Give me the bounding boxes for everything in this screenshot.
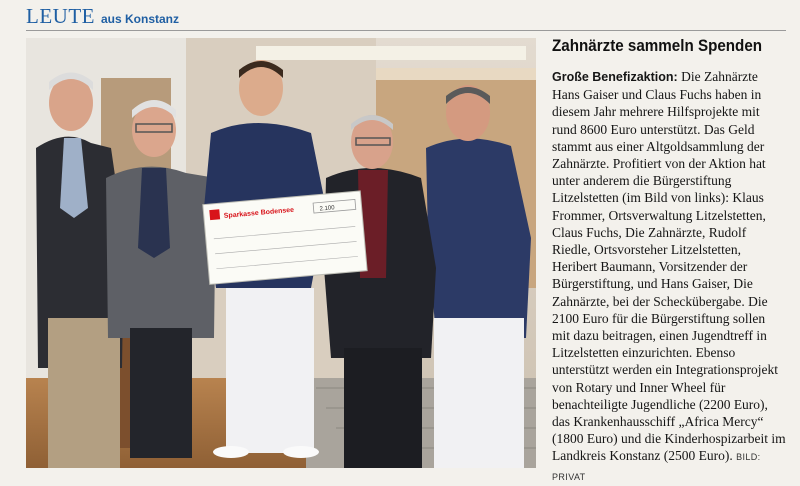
section-subtitle: aus Konstanz xyxy=(100,12,179,26)
article-body xyxy=(552,68,786,486)
article-headline: Zahnärzte sammeln Spenden xyxy=(552,37,763,55)
sparkasse-logo-icon xyxy=(209,209,220,220)
section-header xyxy=(26,4,179,30)
article-lead: Große Benefizaktion: xyxy=(552,70,678,84)
cheque-bank-name: Sparkasse Bodensee xyxy=(223,206,295,220)
section-divider xyxy=(26,30,786,31)
article-text: Die Zahnärzte Hans Gaiser und Claus Fuchs haben in diesem Jahr mehrere Hilfsprojekte mit rund 8600 Euro unterstützt. Das Geld stammt aus einer Altgoldsammlung der Zahnärzte. Profitiert von der Aktion hat unter anderem die Bürgerstiftung Litzelstetten (im Bild von links): Klaus Frommer, Ortsverwaltung Litzelstetten, Claus Fuchs, Die Zahnärzte, Rudolf Riedle, Ortsvorsteher Litzelstetten, Heribert Baumann, Vorsitzender der Bürgerstiftung, und Hans Gaiser, Die Zahnärzte, bei der Scheckübergabe. Die 2100 Euro für die Bürgerstiftung sollen mit dazu beitragen, einen Jugendtreff in Litzelstetten einzurichten. Ebenso unterstützt werden ein Integrationsprojekt von Rotary und Inner Wheel für benachteiligte Jugendliche (2200 Euro), das Krankenhausschiff „Africa Mercy“ (1800 Euro) und die Kinderhospizarbeit im Landkreis Konstanz (2500 Euro). xyxy=(552,69,786,464)
charity-cheque xyxy=(203,191,367,284)
photo-illustration xyxy=(26,38,536,468)
article-column xyxy=(552,36,786,486)
article-photo xyxy=(26,38,536,468)
section-title: LEUTE xyxy=(26,4,95,28)
photo-credit: BILD: PRIVAT xyxy=(552,452,761,482)
cheque-amount: 2.100 xyxy=(319,205,335,213)
